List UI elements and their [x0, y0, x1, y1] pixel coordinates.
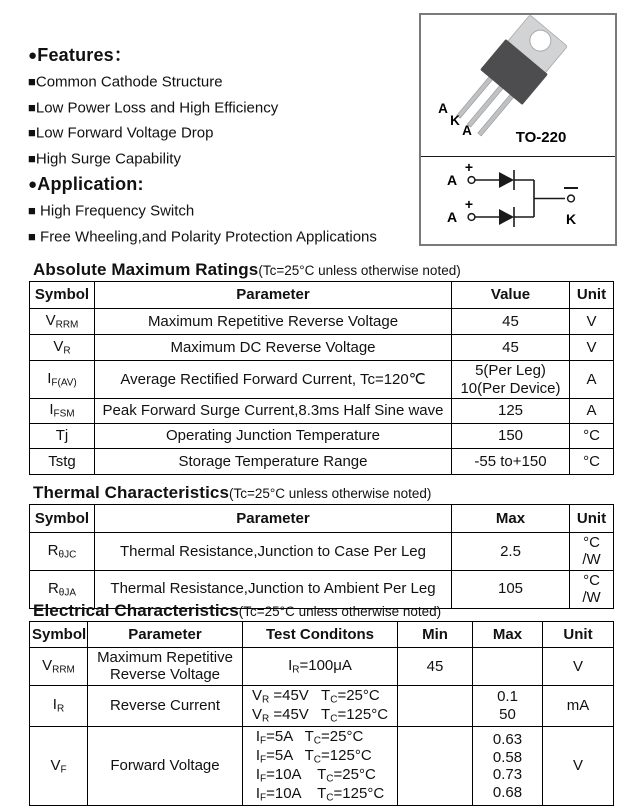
parameter-cell: Peak Forward Surge Current,8.3ms Half Sine wave — [95, 399, 452, 424]
feature-item — [28, 146, 418, 172]
max-cell: 2.5 — [452, 533, 570, 571]
table-row — [30, 309, 614, 335]
symbol-cell: $R_{\theta JC}$ — [30, 533, 95, 571]
max-cell: 0.1 50 — [473, 685, 543, 726]
col-header-symbol: Symbol — [30, 282, 95, 309]
package-image-pane — [421, 15, 615, 157]
feature-label: High Surge Capability — [35, 150, 181, 167]
parameter-cell: Forward Voltage — [88, 726, 243, 805]
feature-item — [28, 120, 418, 146]
value-cell: 5(Per Leg) 10(Per Device) — [452, 361, 570, 399]
unit-cell: °C — [570, 449, 614, 475]
parameter-cell: Storage Temperature Range — [95, 449, 452, 475]
parameter-cell: Maximum Repetitive Reverse Voltage — [95, 309, 452, 335]
plus-mark: + — [464, 196, 474, 212]
value-cell: 125 — [452, 399, 570, 424]
application-item — [28, 224, 418, 250]
section-title: Absolute Maximum Ratings — [33, 260, 259, 279]
parameter-cell: Maximum Repetitive Reverse Voltage — [88, 648, 243, 686]
symbol-cell: $I_{F(AV)}$ — [30, 361, 95, 399]
conditions-cell — [243, 726, 398, 805]
cathode-label: K — [565, 211, 577, 227]
bullet-square-icon: ■ — [28, 203, 36, 218]
table-header-row — [30, 622, 614, 648]
col-header-max: Max — [473, 622, 543, 648]
feature-label: Low Forward Voltage Drop — [35, 124, 214, 142]
thermal-heading — [33, 483, 431, 503]
application-heading — [28, 171, 418, 198]
col-header-unit: Unit — [570, 505, 614, 533]
electrical-heading — [33, 601, 441, 621]
symbol-cell: $I_{FSM}$ — [30, 399, 95, 424]
bullet-circle-icon: ● — [28, 176, 38, 193]
bullet-square-icon: ■ — [28, 74, 36, 89]
feature-item — [28, 95, 418, 121]
bullet-square-icon: ■ — [28, 125, 36, 140]
unit-cell: V — [570, 335, 614, 361]
section-title: Thermal Characteristics — [33, 483, 229, 502]
conditions-cell — [243, 685, 398, 726]
package-name-label: TO-220 — [515, 129, 567, 146]
anode-label: A — [446, 172, 458, 188]
symbol-cell: Tj — [30, 424, 95, 449]
value-cell: 45 — [452, 309, 570, 335]
anode-terminal — [468, 214, 475, 221]
col-header-symbol: Symbol — [30, 622, 88, 648]
package-leg — [457, 74, 495, 118]
application-title: Application: — [37, 174, 144, 194]
col-header-symbol: Symbol — [30, 505, 95, 533]
min-cell — [398, 685, 473, 726]
table-row — [30, 449, 614, 475]
anode-label: A — [446, 209, 458, 225]
bullet-square-icon: ■ — [28, 150, 36, 166]
col-header-parameter: Parameter — [88, 622, 243, 648]
pin-label: K — [450, 113, 460, 128]
features-section — [28, 42, 418, 249]
features-title: Features： — [37, 45, 133, 65]
unit-cell: mA — [543, 685, 614, 726]
col-header-conditions: Test Conditons — [243, 622, 398, 648]
table-row — [30, 361, 614, 399]
table-header-row — [30, 282, 614, 309]
unit-cell: A — [570, 361, 614, 399]
table-row — [30, 424, 614, 449]
application-item — [28, 198, 418, 224]
parameter-cell: Average Rectified Forward Current, Tc=120℃ — [95, 361, 452, 399]
table-row — [30, 335, 614, 361]
col-header-unit: Unit — [570, 282, 614, 309]
feature-item — [28, 69, 418, 95]
value-cell: -55 to+150 — [452, 449, 570, 475]
table-row — [30, 399, 614, 424]
symbol-cell: $V_F$ — [30, 726, 88, 805]
bullet-square-icon: ■ — [28, 99, 36, 115]
min-cell: 45 — [398, 648, 473, 686]
application-label: Free Wheeling,and Polarity Protection Applications — [35, 228, 377, 245]
table-row — [30, 685, 614, 726]
unit-cell: V — [543, 726, 614, 805]
package-panel — [419, 13, 617, 246]
abs-max-table — [29, 281, 614, 475]
section-subtitle: (Tc=25°C unless otherwise noted) — [238, 604, 442, 619]
col-header-max: Max — [452, 505, 570, 533]
parameter-cell: Thermal Resistance,Junction to Ambient Per Leg — [95, 570, 452, 608]
thermal-table — [29, 504, 614, 609]
unit-cell: °C /W — [570, 533, 614, 571]
col-header-value: Value — [452, 282, 570, 309]
conditions-cell — [243, 648, 398, 686]
value-cell: 150 — [452, 424, 570, 449]
parameter-cell: Reverse Current — [88, 685, 243, 726]
conditions-text: $I_F=5A$ $T_C=25^\circ C$ $I_F=5A$ $T_C=125^\circ C$ $I_F=10A$ $T_C=25^\circ C$ $I_F=10A$ $T_C=125^\circ C$ — [255, 727, 385, 804]
parameter-cell: Operating Junction Temperature — [95, 424, 452, 449]
schematic-pane — [421, 157, 615, 244]
to220-package-image — [421, 15, 615, 155]
cathode-terminal — [568, 195, 575, 202]
section-title: Electrical Characteristics — [33, 601, 239, 620]
circuit-wires — [475, 170, 578, 227]
pin-label: A — [438, 101, 448, 116]
section-subtitle: (Tc=25°C unless otherwise noted) — [229, 486, 432, 501]
symbol-cell: $R_{\theta JA}$ — [30, 570, 95, 608]
diode-symbol — [499, 172, 514, 188]
unit-cell: V — [543, 648, 614, 686]
bullet-circle-icon: ● — [28, 47, 38, 64]
electrical-table — [29, 621, 614, 806]
symbol-cell: $V_R$ — [30, 335, 95, 361]
abs-max-heading — [33, 260, 461, 280]
symbol-cell: $V_{RRM}$ — [30, 648, 88, 686]
schematic-diagram — [421, 157, 615, 242]
col-header-unit: Unit — [543, 622, 614, 648]
table-row — [30, 533, 614, 571]
table-row — [30, 726, 614, 805]
col-header-parameter: Parameter — [95, 505, 452, 533]
symbol-cell: $I_R$ — [30, 685, 88, 726]
pin-label: A — [462, 123, 472, 138]
bullet-square-icon: ■ — [28, 228, 36, 244]
unit-cell: °C — [570, 424, 614, 449]
max-cell — [473, 648, 543, 686]
symbol-cell: $V_{RRM}$ — [30, 309, 95, 335]
diode-symbol — [499, 209, 514, 225]
package-leg — [478, 92, 516, 136]
feature-label: Low Power Loss and High Efficiency — [35, 99, 279, 116]
symbol-cell: Tstg — [30, 449, 95, 475]
conditions-text: $V_R =45V$ $T_C=25^\circ C$ $V_R =45V$ $T_C=125^\circ C$ — [251, 686, 389, 725]
max-cell: 0.63 0.58 0.73 0.68 — [473, 726, 543, 805]
unit-cell: °C /W — [570, 570, 614, 608]
anode-terminal — [468, 177, 475, 184]
plus-mark: + — [464, 159, 474, 175]
features-heading — [28, 42, 418, 69]
parameter-cell: Maximum DC Reverse Voltage — [95, 335, 452, 361]
value-cell: 45 — [452, 335, 570, 361]
package-leg — [467, 83, 505, 127]
table-header-row — [30, 505, 614, 533]
unit-cell: V — [570, 309, 614, 335]
min-cell — [398, 726, 473, 805]
max-cell: 105 — [452, 570, 570, 608]
feature-label: Common Cathode Structure — [35, 73, 223, 91]
application-label: High Frequency Switch — [35, 202, 195, 220]
col-header-parameter: Parameter — [95, 282, 452, 309]
parameter-cell: Thermal Resistance,Junction to Case Per Leg — [95, 533, 452, 571]
col-header-min: Min — [398, 622, 473, 648]
unit-cell: A — [570, 399, 614, 424]
conditions-text: $I_R=100\mu A$ — [288, 656, 352, 676]
section-subtitle: (Tc=25°C unless otherwise noted) — [258, 263, 461, 278]
table-row — [30, 648, 614, 686]
